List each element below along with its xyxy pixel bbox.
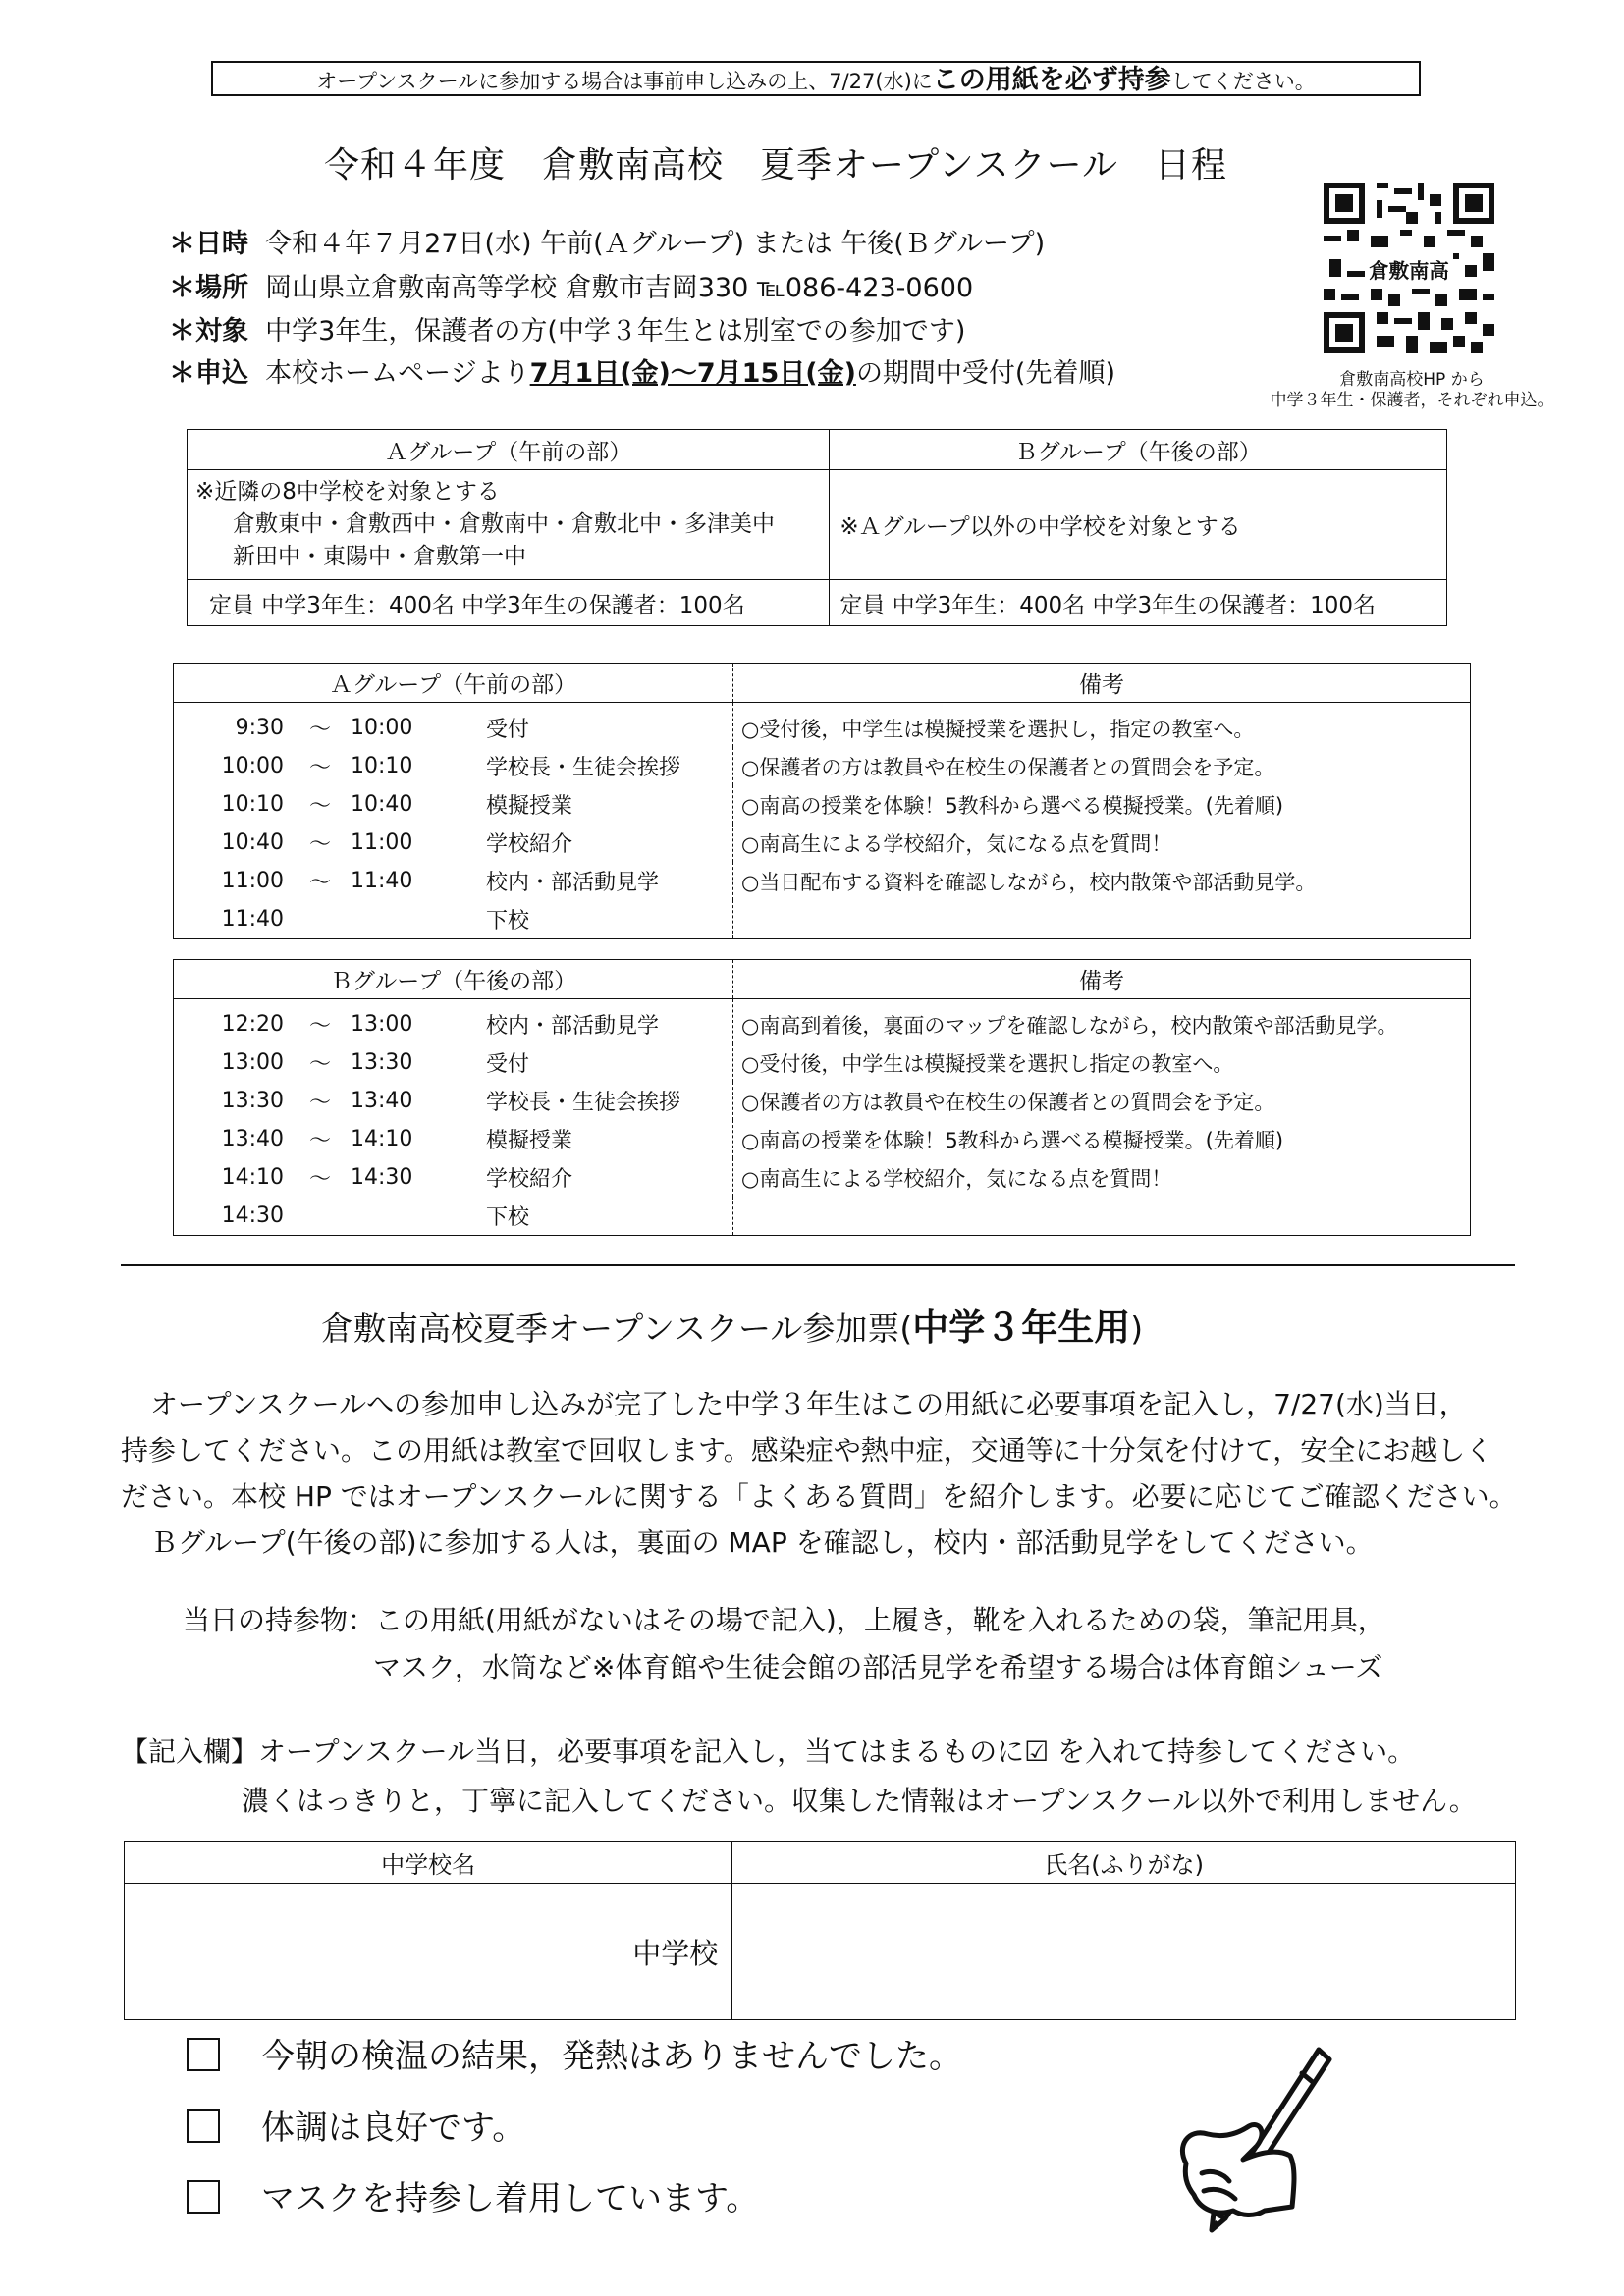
- table-row: [174, 900, 1471, 939]
- row-end: 13:40: [351, 1089, 413, 1113]
- checkbox-health[interactable]: [187, 2109, 220, 2143]
- table-row: [174, 785, 1471, 824]
- schedule-b-remarks-header: 備考: [733, 960, 1471, 999]
- row-event: 受付: [486, 1052, 530, 1077]
- table-row: [174, 1158, 1471, 1197]
- notice-emphasis: この用紙を必ず持参: [932, 65, 1171, 95]
- row-event: 校内・部活動見学: [486, 871, 660, 895]
- qr-center-text: 倉敷南高: [1369, 259, 1449, 284]
- notice-banner: [211, 61, 1421, 96]
- group-b-desc: ※Ａグループ以外の中学校を対象とする: [830, 470, 1447, 580]
- group-b-capacity: 定員 中学3年生：400名 中学3年生の保護者：100名: [830, 580, 1447, 626]
- row-event: 模擬授業: [486, 1129, 573, 1153]
- info-date: [169, 222, 1045, 260]
- row-end: 10:40: [351, 792, 413, 817]
- entry-line1: 【記入欄】オープンスクール当日，必要事項を記入し，当てはまるものに☑ を入れて持参してください。: [121, 1735, 1416, 1768]
- row-end: 13:00: [351, 1012, 413, 1037]
- ticket-title: [321, 1298, 1143, 1351]
- row-remark: [733, 1197, 1471, 1236]
- info-place-value: 岡山県立倉敷南高等学校 倉敷市吉岡330 ℡086-423-0600: [265, 273, 974, 303]
- row-start: 9:30: [174, 703, 291, 748]
- para-line4: Ｂグループ(午後の部)に参加する人は，裏面の MAP を確認し，校内・部活動見学をしてください。: [150, 1526, 1374, 1559]
- row-start: 10:40: [174, 824, 291, 862]
- notice-text: オープンスクールに参加する場合は事前申し込みの上、7/27(水)に: [316, 70, 933, 93]
- group-a-capacity: 定員 中学3年生：400名 中学3年生の保護者：100名: [188, 580, 830, 626]
- row-sep: [290, 1197, 351, 1236]
- row-remark: ○南高生による学校紹介，気になる点を質問！: [733, 824, 1471, 862]
- check-label: 今朝の検温の結果，発熱はありませんでした。: [261, 2037, 962, 2076]
- row-end: [351, 1197, 466, 1236]
- row-remark: ○保護者の方は教員や在校生の保護者との質問会を予定。: [733, 1082, 1471, 1120]
- row-sep: [290, 900, 351, 939]
- school-name-field[interactable]: [125, 1884, 732, 2020]
- school-suffix: 中学校: [632, 1936, 719, 1970]
- row-start: 12:20: [174, 999, 291, 1044]
- row-remark: ○南高の授業を体験！5教科から選べる模擬授業。(先着順): [733, 1120, 1471, 1158]
- info-apply: [169, 351, 1115, 390]
- qr-caption: [1247, 370, 1577, 411]
- info-apply-period: 7月1日(金)～7月15日(金): [529, 358, 856, 389]
- row-event: 学校長・生徒会挨拶: [486, 756, 681, 780]
- row-end: 10:10: [351, 754, 413, 778]
- row-remark: ○南高の授業を体験！5教科から選べる模擬授業。(先着順): [733, 785, 1471, 824]
- para-line2: 持参してください。この用紙は教室で回収します。感染症や熱中症，交通等に十分気を付けて，安全にお越しく: [121, 1434, 1493, 1467]
- check-item: [187, 2029, 962, 2077]
- info-target-value: 中学3年生，保護者の方(中学３年生とは別室での参加です): [265, 316, 966, 347]
- checkbox-mask[interactable]: [187, 2180, 220, 2214]
- row-event: 学校紹介: [486, 1167, 573, 1192]
- table-row: [174, 1043, 1471, 1082]
- row-start: 13:00: [174, 1043, 291, 1082]
- row-start: 10:00: [174, 747, 291, 785]
- row-sep: ～: [308, 1129, 331, 1153]
- table-row: [174, 747, 1471, 785]
- row-event: 校内・部活動見学: [486, 1014, 660, 1039]
- notice-text-end: してください。: [1170, 70, 1316, 93]
- row-start: 14:10: [174, 1158, 291, 1197]
- info-apply-label: ＊申込: [169, 358, 248, 389]
- entry-line2: 濃くはっきりと，丁寧に記入してください。収集した情報はオープンスクール以外で利用しません。: [242, 1785, 1477, 1817]
- schedule-b-header: Ｂグループ（午後の部）: [174, 960, 733, 999]
- row-sep: ～: [308, 1167, 331, 1192]
- row-start: 11:00: [174, 862, 291, 900]
- table-row: [174, 862, 1471, 900]
- group-a-line3: 新田中・東陽中・倉敷第一中: [233, 544, 526, 569]
- table-row: [174, 1082, 1471, 1120]
- table-row: [174, 1197, 1471, 1236]
- page-title: 令和４年度 倉敷南高校 夏季オープンスクール 日程: [324, 145, 1227, 186]
- info-target-label: ＊対象: [169, 316, 248, 347]
- row-sep: ～: [308, 832, 331, 857]
- section-divider: [121, 1264, 1515, 1266]
- info-date-value: 令和４年７月27日(水) 午前(Ａグループ) または 午後(Ｂグループ): [265, 229, 1046, 259]
- table-row: [174, 824, 1471, 862]
- row-remark: ○受付後，中学生は模擬授業を選択し，指定の教室へ。: [733, 703, 1471, 748]
- check-item: [187, 2171, 759, 2219]
- row-event: 模擬授業: [486, 794, 573, 819]
- row-end: 11:00: [351, 830, 413, 855]
- row-end: 10:00: [351, 716, 413, 740]
- row-event: 学校長・生徒会挨拶: [486, 1091, 681, 1115]
- row-start: 13:30: [174, 1082, 291, 1120]
- ticket-title-close: ): [1130, 1309, 1144, 1348]
- row-event: 下校: [466, 1197, 733, 1236]
- schedule-b-table: [173, 959, 1471, 1236]
- student-name-field[interactable]: [732, 1884, 1516, 2020]
- checkbox-fever[interactable]: [187, 2038, 220, 2071]
- qr-code-icon[interactable]: [1324, 183, 1494, 353]
- ticket-title-main: 倉敷南高校夏季オープンスクール参加票(: [321, 1309, 913, 1348]
- info-place-label: ＊場所: [169, 273, 248, 303]
- student-name-header: 氏名(ふりがな): [732, 1842, 1516, 1884]
- group-a-header: Ａグループ（午前の部）: [188, 430, 830, 470]
- row-start: 13:40: [174, 1120, 291, 1158]
- row-remark: ○南高到着後，裏面のマップを確認しながら，校内散策や部活動見学。: [733, 999, 1471, 1044]
- group-b-header: Ｂグループ（午後の部）: [830, 430, 1447, 470]
- info-place: [169, 266, 973, 304]
- hand-writing-pen-icon: [1147, 2044, 1338, 2240]
- schedule-a-header: Ａグループ（午前の部）: [174, 664, 733, 703]
- belongings-line2: マスク，水筒など※体育館や生徒会館の部活見学を希望する場合は体育館シューズ: [373, 1651, 1383, 1683]
- row-start: 14:30: [174, 1197, 291, 1236]
- school-name-header: 中学校名: [125, 1842, 732, 1884]
- info-target: [169, 309, 965, 347]
- schedule-a-table: [173, 663, 1471, 939]
- info-apply-pre: 本校ホームページより: [265, 358, 530, 389]
- para-line3: ださい。本校 HP ではオープンスクールに関する「よくある質問」を紹介します。必要に応じてご確認ください。: [121, 1480, 1517, 1513]
- row-start: 11:40: [174, 900, 291, 939]
- schedule-a-remarks-header: 備考: [733, 664, 1471, 703]
- registration-table: [124, 1841, 1516, 2020]
- row-sep: ～: [308, 871, 331, 895]
- table-row: [174, 1120, 1471, 1158]
- info-apply-post: の期間中受付(先着順): [855, 358, 1116, 389]
- row-event: 下校: [466, 900, 733, 939]
- ticket-title-emphasis: 中学３年生用: [912, 1307, 1131, 1349]
- row-remark: ○保護者の方は教員や在校生の保護者との質問会を予定。: [733, 747, 1471, 785]
- group-table: [187, 429, 1447, 626]
- row-start: 10:10: [174, 785, 291, 824]
- check-label: マスクを持参し着用しています。: [261, 2179, 760, 2218]
- group-a-line2: 倉敷東中・倉敷西中・倉敷南中・倉敷北中・多津美中: [233, 511, 775, 537]
- row-sep: ～: [308, 1091, 331, 1115]
- para-line1: オープンスクールへの参加申し込みが完了した中学３年生はこの用紙に必要事項を記入し，7/27(水)当日，: [150, 1388, 1467, 1420]
- check-item: [187, 2101, 525, 2149]
- row-sep: ～: [308, 1014, 331, 1039]
- row-event: 学校紹介: [486, 832, 573, 857]
- row-remark: ○受付後，中学生は模擬授業を選択し指定の教室へ。: [733, 1043, 1471, 1082]
- table-row: [174, 999, 1471, 1044]
- qr-caption-line2: 中学３年生・保護者，それぞれ申込。: [1270, 391, 1554, 410]
- row-sep: ～: [308, 1052, 331, 1077]
- row-end: 14:10: [351, 1127, 413, 1151]
- row-end: 13:30: [351, 1050, 413, 1075]
- table-row: [174, 703, 1471, 748]
- row-end: 11:40: [351, 869, 413, 893]
- row-event: 受付: [486, 718, 530, 742]
- row-sep: ～: [308, 794, 331, 819]
- row-remark: ○南高生による学校紹介，気になる点を質問！: [733, 1158, 1471, 1197]
- group-a-line1: ※近隣の8中学校を対象とする: [195, 479, 500, 505]
- row-end: 14:30: [351, 1165, 413, 1190]
- belongings-line1: 当日の持参物：この用紙(用紙がないはその場で記入)，上履き，靴を入れるための袋，筆記用具，: [183, 1604, 1385, 1636]
- row-end: [351, 900, 466, 939]
- qr-caption-line1: 倉敷南高校HP から: [1339, 370, 1485, 390]
- check-label: 体調は良好です。: [261, 2109, 526, 2148]
- row-sep: ～: [308, 756, 331, 780]
- row-remark: ○当日配布する資料を確認しながら，校内散策や部活動見学。: [733, 862, 1471, 900]
- group-a-desc: [188, 470, 830, 580]
- row-remark: [733, 900, 1471, 939]
- info-date-label: ＊日時: [169, 229, 248, 259]
- row-sep: ～: [308, 718, 331, 742]
